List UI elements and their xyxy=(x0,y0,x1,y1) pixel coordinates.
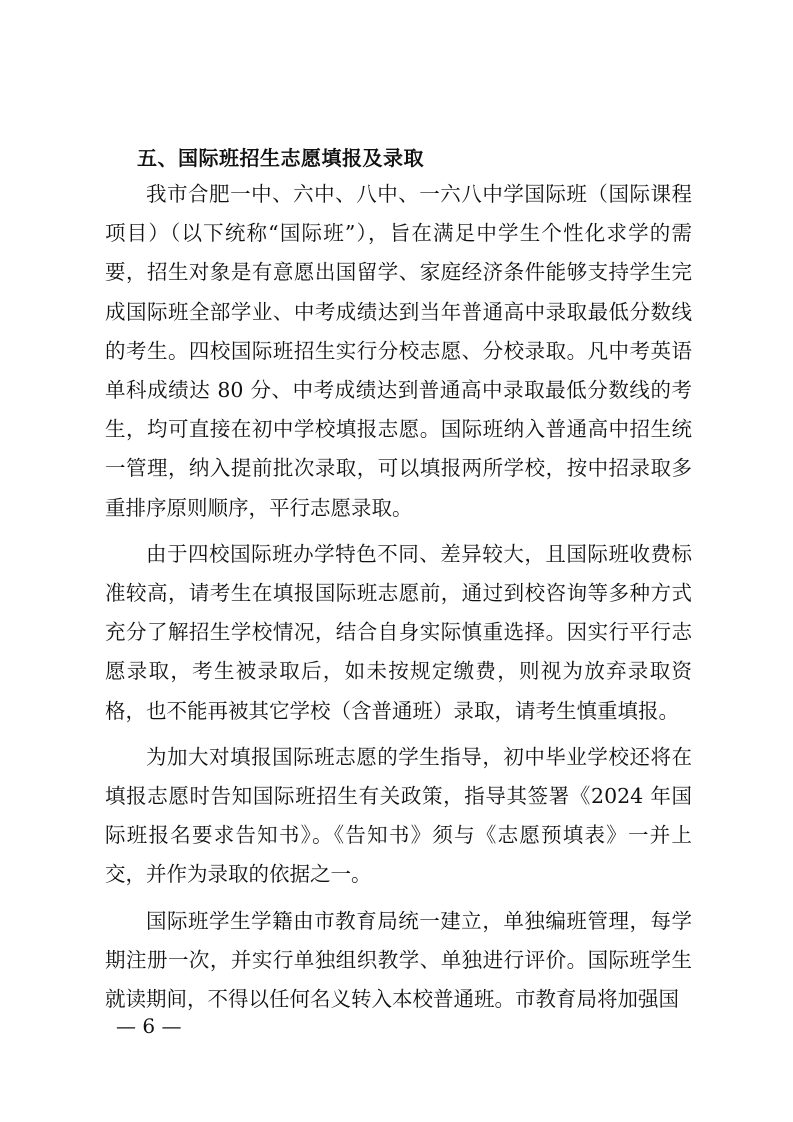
body-text xyxy=(105,175,692,1019)
section-heading: 五、国际班招生志愿填报及录取 xyxy=(137,146,424,170)
paragraph-international-class-admission: 我市合肥一中、六中、八中、一六八中学国际班（国际课程项目）（以下统称“国际班”），旨在满足中学生个性化求学的需要，招生对象是有意愿出国留学、家庭经济条件能够支持学生完成国际班全部学业、中考成绩达到当年普通高中录取最低分数线的考生。四校国际班招生实行分校志愿、分校录取。凡中考英语单科成绩达 80 分、中考成绩达到普通高中录取最低分数线的考生，均可直接在初中学校填报志愿。国际班纳入普通高中招生统一管理，纳入提前批次录取，可以填报两所学校，按中招录取多重排序原则顺序，平行志愿录取。 xyxy=(105,182,692,520)
paragraph-student-registration: 国际班学生学籍由市教育局统一建立，单独编班管理，每学期注册一次，并实行单独组织教学、单独进行评价。国际班学生就读期间，不得以任何名义转入本校普通班。市教育局将加强国 xyxy=(105,908,692,1012)
paragraph-careful-choice: 由于四校国际班办学特色不同、差异较大，且国际班收费标准较高，请考生在填报国际班志愿前，通过到校咨询等多种方式充分了解招生学校情况，结合自身实际慎重选择。因实行平行志愿录取，考生被录取后，如未按规定缴费，则视为放弃录取资格，也不能再被其它学校（含普通班）录取，请考生慎重填报。 xyxy=(105,541,692,723)
paragraph-student-guidance: 为加大对填报国际班志愿的学生指导，初中毕业学校还将在填报志愿时告知国际班招生有关政策，指导其签署《2024 年国际班报名要求告知书》。《告知书》须与《志愿预填表》一并上交，并作为录取的依据之一。 xyxy=(105,744,692,887)
page-number: — 6 — xyxy=(116,1014,182,1038)
